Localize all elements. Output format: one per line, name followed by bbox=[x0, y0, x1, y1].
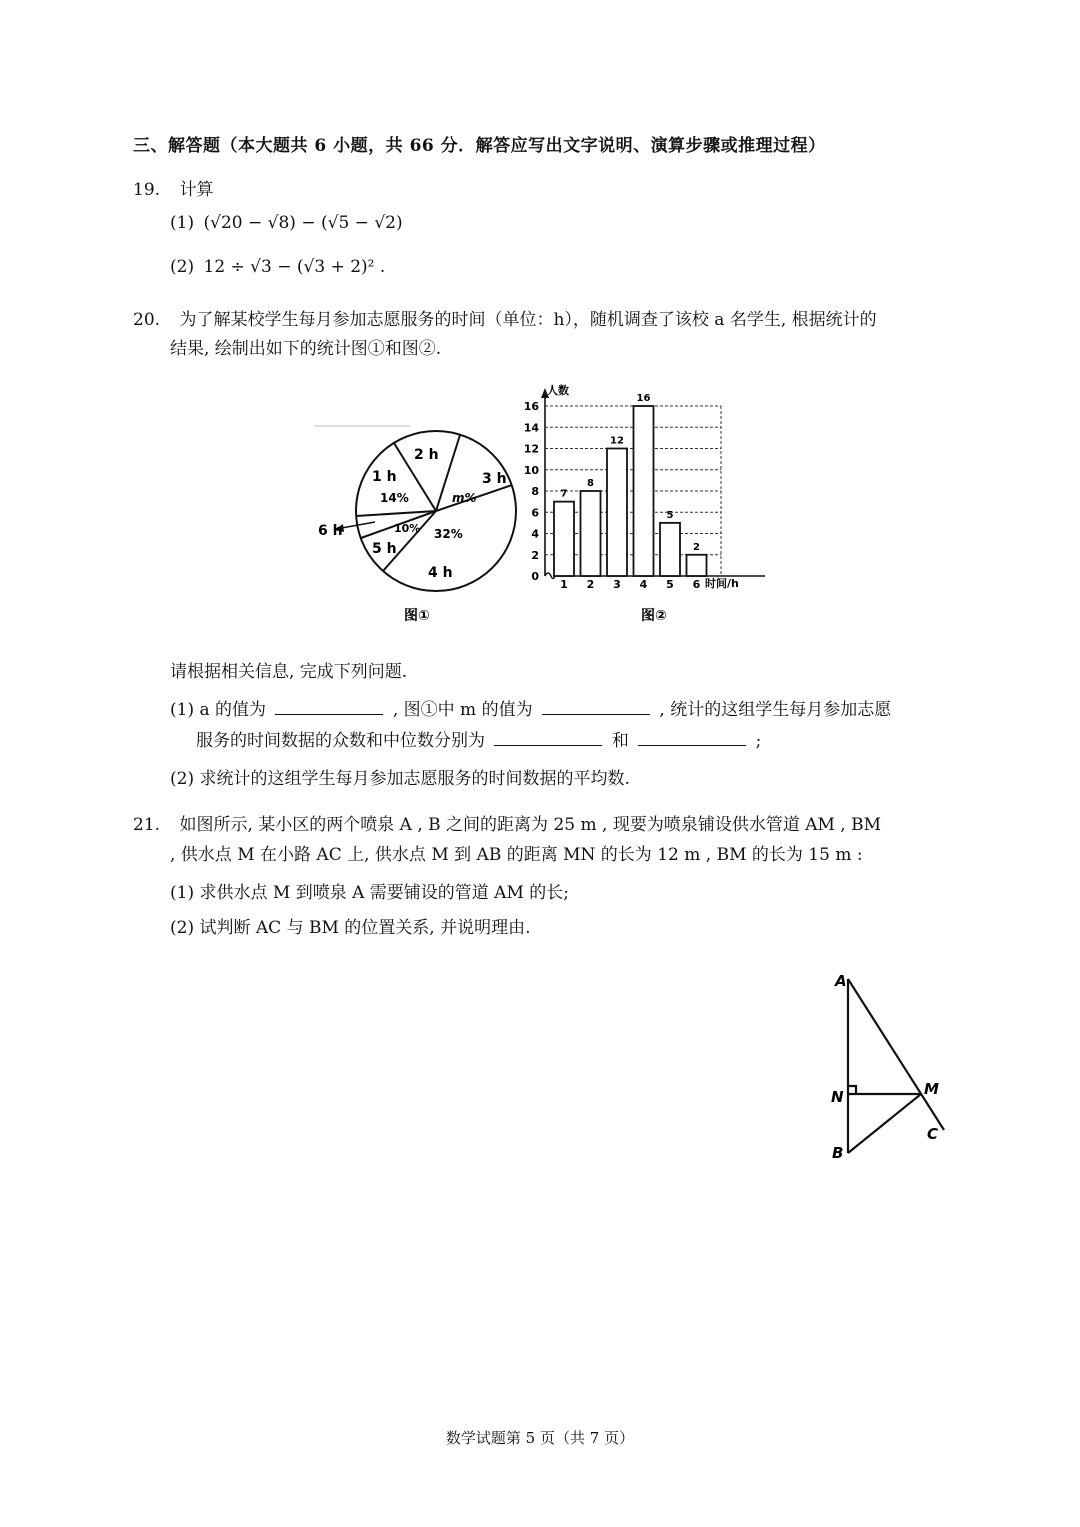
q21-line1 bbox=[133, 810, 881, 835]
bar-y-tick-label: 0 bbox=[531, 570, 539, 583]
answer-blank-a[interactable] bbox=[275, 700, 383, 715]
q19-part1-expression: (√20 − √8) − (√5 − √2) bbox=[203, 213, 403, 233]
q20-sub1-line2-text-c: ; bbox=[755, 731, 762, 751]
pie-label-4h: 4 h bbox=[428, 565, 453, 581]
q20-text-line1: 为了解某校学生每月参加志愿服务的时间（单位：h），随机调查了该校 a 名学生, 根据统计的 bbox=[179, 310, 877, 330]
bar-x-tick-label: 3 bbox=[613, 578, 621, 591]
answer-blank-mode[interactable] bbox=[494, 731, 602, 746]
point-label-B: B bbox=[832, 1144, 844, 1162]
bar-y-tick-label: 12 bbox=[523, 442, 539, 456]
point-label-M: M bbox=[924, 1080, 939, 1098]
bar-chart-figure2 bbox=[515, 380, 785, 640]
bar bbox=[634, 406, 654, 576]
bar-y-axis-label: 人数 bbox=[547, 384, 569, 397]
bar-x-axis-label: 时间/h bbox=[705, 577, 739, 590]
page-footer: 数学试题第 5 页（共 7 页） bbox=[445, 1429, 635, 1447]
bar-y-tick-label: 2 bbox=[531, 548, 539, 562]
bar-value-label: 5 bbox=[666, 509, 674, 521]
q20-sub1-line2-text-a: 服务的时间数据的众数和中位数分别为 bbox=[196, 731, 485, 751]
bar-value-label: 2 bbox=[693, 541, 700, 553]
pie-pct-3h: m% bbox=[452, 491, 477, 505]
q20-number: 20. bbox=[133, 310, 161, 330]
q21-sub2: (2) 试判断 AC 与 BM 的位置关系, 并说明理由. bbox=[170, 918, 531, 938]
geometry-figure bbox=[820, 965, 960, 1170]
pie-chart-figure1 bbox=[310, 380, 540, 640]
q19-part2-label: (2) bbox=[170, 257, 195, 277]
bar-y-tick-label: 16 bbox=[523, 400, 539, 413]
pie-label-5h: 5 h bbox=[372, 541, 397, 557]
pie-pct-5h: 10% bbox=[394, 522, 421, 535]
q20-sub2: (2) 求统计的这组学生每月参加志愿服务的时间数据的平均数. bbox=[170, 769, 630, 789]
bar-y-tick-label: 10 bbox=[523, 463, 539, 477]
answer-blank-median[interactable] bbox=[638, 731, 746, 746]
pie-caption: 图① bbox=[404, 608, 430, 624]
bar-value-label: 16 bbox=[636, 393, 651, 404]
bar bbox=[607, 449, 627, 577]
bar-y-tick-label: 14 bbox=[523, 421, 539, 435]
point-label-C: C bbox=[927, 1125, 939, 1143]
bar-value-label: 7 bbox=[560, 488, 568, 500]
bar-caption: 图② bbox=[641, 608, 667, 624]
q20-sub1-line1 bbox=[170, 695, 891, 720]
bar-y-tick-label: 8 bbox=[531, 485, 539, 498]
pie-label-1h: 1 h bbox=[372, 469, 397, 485]
bar bbox=[554, 502, 574, 576]
q21-text-line2: , 供水点 M 在小路 AC 上, 供水点 M 到 AB 的距离 MN 的长为 12 m , BM 的长为 15 m : bbox=[170, 845, 863, 865]
q19-title: 计算 bbox=[179, 180, 214, 200]
q19-title-line bbox=[133, 175, 213, 200]
bar-x-tick-label: 1 bbox=[560, 578, 568, 591]
q20-text-line2: 结果, 绘制出如下的统计图①和图②. bbox=[170, 339, 442, 359]
q20-line1 bbox=[133, 305, 877, 330]
section-title: 三、解答题（本大题共 6 小题，共 66 分．解答应写出文字说明、演算步骤或推理过程） bbox=[133, 136, 826, 156]
bar-x-tick-label: 2 bbox=[586, 578, 595, 591]
bar bbox=[687, 555, 707, 576]
bar-x-tick-label: 4 bbox=[639, 578, 648, 591]
bar bbox=[660, 523, 680, 576]
pie-pct-1h: 14% bbox=[380, 491, 409, 505]
q21-number: 21. bbox=[133, 815, 161, 835]
q19-part2 bbox=[170, 257, 385, 277]
q20-sub1-line2-text-b: 和 bbox=[611, 731, 629, 751]
q20-sub1-line2 bbox=[196, 726, 761, 751]
pie-pct-4h: 32% bbox=[434, 527, 463, 541]
bar-x-tick-label: 5 bbox=[666, 578, 674, 591]
q20-sub1-text-b: , 图①中 m 的值为 bbox=[392, 700, 533, 720]
bar-value-label: 12 bbox=[610, 435, 624, 447]
q21-text-line1: 如图所示, 某小区的两个喷泉 A , B 之间的距离为 25 m , 现要为喷泉铺设供水管道 AM , BM bbox=[179, 815, 882, 835]
pie-label-6h: 6 h bbox=[318, 523, 343, 539]
bar-x-tick-label: 6 bbox=[692, 578, 701, 591]
q20-prompt: 请根据相关信息, 完成下列问题. bbox=[170, 662, 408, 682]
bar-y-tick-label: 6 bbox=[531, 506, 539, 520]
point-label-A: A bbox=[835, 972, 847, 990]
bar-y-tick-label: 4 bbox=[531, 527, 539, 541]
bar-value-label: 8 bbox=[587, 478, 594, 489]
pie-label-3h: 3 h bbox=[482, 471, 507, 487]
q20-sub1-text-c: , 统计的这组学生每月参加志愿 bbox=[659, 700, 892, 720]
answer-blank-m[interactable] bbox=[542, 700, 650, 715]
q21-sub1: (1) 求供水点 M 到喷泉 A 需要铺设的管道 AM 的长; bbox=[170, 883, 570, 903]
q19-part1 bbox=[170, 213, 403, 233]
bar bbox=[581, 491, 601, 576]
q19-part1-label: (1) bbox=[170, 213, 195, 233]
q19-number: 19. bbox=[133, 180, 161, 200]
point-label-N: N bbox=[831, 1088, 844, 1106]
pie-label-2h: 2 h bbox=[414, 447, 439, 463]
q19-part2-expression: 12 ÷ √3 − (√3 + 2)² . bbox=[203, 257, 386, 277]
q20-sub1-text-a: (1) a 的值为 bbox=[170, 700, 267, 720]
